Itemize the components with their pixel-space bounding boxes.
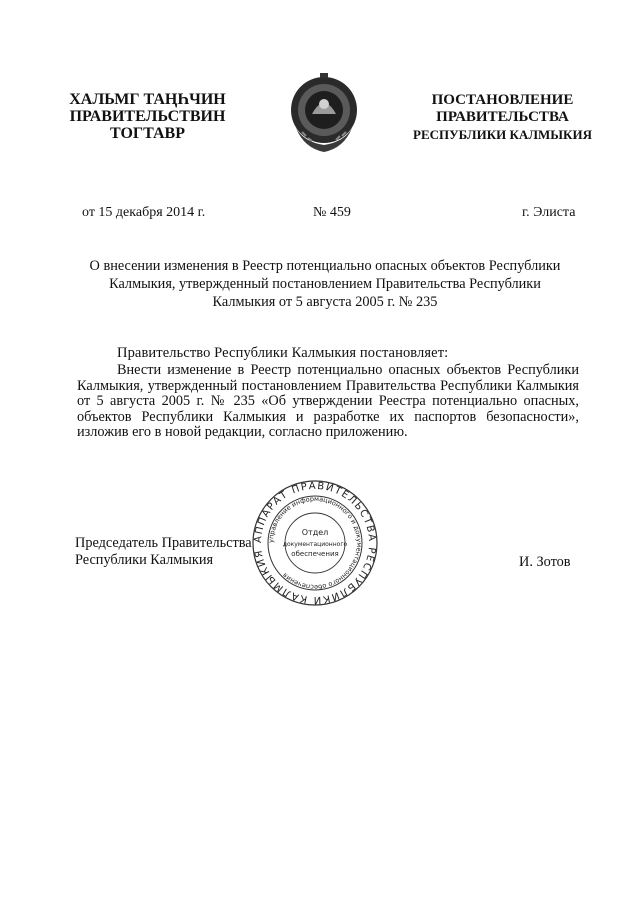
header-left-line: ХАЛЬМГ ТАҢҺЧИН xyxy=(69,91,226,108)
document-number: № 459 xyxy=(313,205,351,220)
stamp-center-line: Отдел xyxy=(301,528,329,537)
signatory-title-line: Председатель Правительства xyxy=(75,535,252,551)
header-left-line: ПРАВИТЕЛЬСТВИН xyxy=(69,108,226,125)
document-date: от 15 декабря 2014 г. xyxy=(82,205,206,220)
signatory-title-line: Республики Калмыкия xyxy=(75,552,214,568)
document-subject xyxy=(70,257,580,311)
stamp-outer-text: АППАРАТ ПРАВИТЕЛЬСТВА РЕСПУБЛИКИ КАЛМЫКИЯ xyxy=(252,480,378,606)
coat-of-arms-icon xyxy=(284,70,364,160)
header-kalmyk-title xyxy=(60,91,235,142)
header-left-line: ТОГТАВР xyxy=(110,125,185,142)
stamp-center-line: обеспечения xyxy=(291,550,339,558)
stamp-center-line: документационного xyxy=(282,541,348,548)
header-right-line: ПРАВИТЕЛЬСТВА xyxy=(436,109,569,125)
header-russian-title xyxy=(400,92,605,143)
header-right-line: РЕСПУБЛИКИ КАЛМЫКИЯ xyxy=(413,127,592,142)
signatory-title xyxy=(75,535,252,569)
subject-line: Калмыкия от 5 августа 2005 г. № 235 xyxy=(212,294,438,310)
official-stamp xyxy=(250,478,380,608)
resolution-text: Внести изменение в Реестр потенциально опасных объектов Республики Калмыкия, утвержденный постановлением Правительства Республики Калмыкия от 5 августа 2005 г. № 235 «Об утверждении Реестра потенциально опасных, объектов Республики Калмыкия и разработке их паспортов безопасности», изложив его в новой редакции, согласно приложению. xyxy=(77,362,579,441)
signatory-name: И. Зотов xyxy=(519,554,571,570)
document-city: г. Элиста xyxy=(522,205,576,220)
subject-line: Калмыкия, утвержденный постановлением Правительства Республики xyxy=(109,276,541,292)
stamp-inner-text: управление информационного и документационного обеспечения xyxy=(266,494,364,592)
resolution-lead: Правительство Республики Калмыкия постановляет: xyxy=(117,345,449,361)
header-right-line: ПОСТАНОВЛЕНИЕ xyxy=(431,92,574,108)
subject-line: О внесении изменения в Реестр потенциально опасных объектов Республики xyxy=(89,258,561,274)
